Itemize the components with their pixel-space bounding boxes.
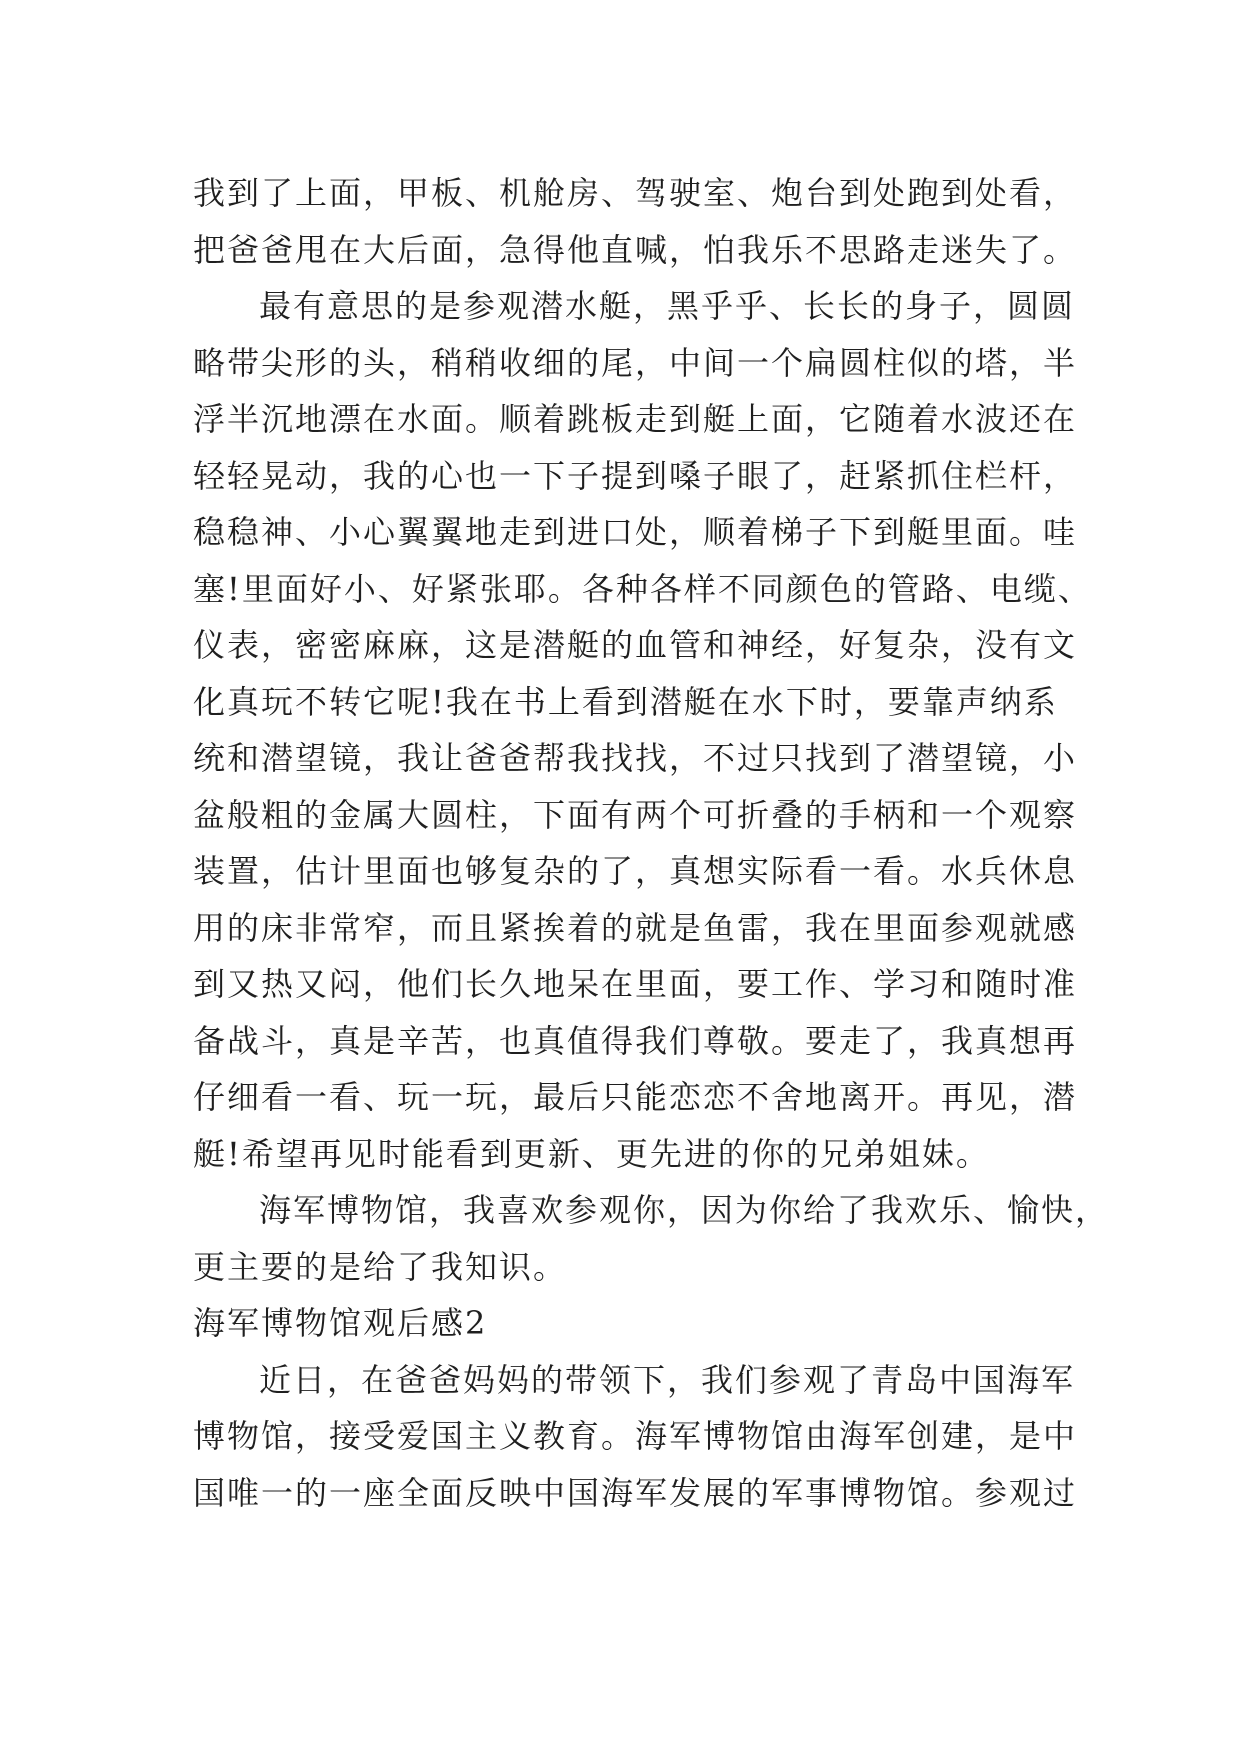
text-line: 浮半沉地漂在水面。顺着跳板走到艇上面，它随着水波还在 [193,400,1078,438]
text-line: 塞!里面好小、好紧张耶。各种各样不同颜色的管路、电缆、 [193,569,1092,608]
text-line: 化真玩不转它呢!我在书上看到潜艇在水下时，要靠声纳系 [193,682,1058,721]
text-line: 装置，估计里面也够复杂的了，真想实际看一看。水兵休息 [193,852,1078,890]
text-line: 国唯一的一座全面反映中国海军发展的军事博物馆。参观过 [193,1473,1078,1512]
text-line: 艇!希望再见时能看到更新、更先进的你的兄弟姐妹。 [193,1134,990,1173]
text-line: 海军博物馆，我喜欢参观你，因为你给了我欢乐、愉快， [259,1191,1110,1229]
text-line: 仪表，密密麻麻，这是潜艇的血管和神经，好复杂，没有文 [193,626,1078,664]
text-line: 盆般粗的金属大圆柱，下面有两个可折叠的手柄和一个观察 [193,795,1078,834]
text-line: 近日，在爸爸妈妈的带领下，我们参观了青岛中国海军 [259,1360,1076,1399]
text-line: 我到了上面，甲板、机舱房、驾驶室、炮台到处跑到处看， [193,174,1078,212]
text-line: 把爸爸甩在大后面，急得他直喊，怕我乐不思路走迷失了。 [193,230,1078,269]
text-line: 仔细看一看、玩一玩，最后只能恋恋不舍地离开。再见，潜 [193,1078,1078,1116]
document-body [193,165,1110,1521]
text-line: 到又热又闷，他们长久地呆在里面，要工作、学习和随时准 [193,965,1078,1003]
text-line: 轻轻晃动，我的心也一下子提到嗓子眼了，赶紧抓住栏杆， [193,456,1078,495]
text-line: 统和潜望镜，我让爸爸帮我找找，不过只找到了潜望镜，小 [193,739,1078,777]
text-line: 用的床非常窄，而且紧挨着的就是鱼雷，我在里面参观就感 [193,908,1078,947]
text-line: 略带尖形的头，稍稍收细的尾，中间一个扁圆柱似的塔，半 [193,343,1078,382]
text-line: 备战斗，真是辛苦，也真值得我们尊敬。要走了，我真想再 [193,1021,1078,1060]
text-line: 博物馆，接受爱国主义教育。海军博物馆由海军创建，是中 [193,1417,1078,1455]
text-line: 最有意思的是参观潜水艇，黑乎乎、长长的身子，圆圆 [259,287,1076,325]
text-line: 更主要的是给了我知识。 [193,1247,568,1286]
section-heading: 海军博物馆观后感2 [193,1304,488,1342]
text-line: 稳稳神、小心翼翼地走到进口处，顺着梯子下到艇里面。哇 [193,513,1078,551]
